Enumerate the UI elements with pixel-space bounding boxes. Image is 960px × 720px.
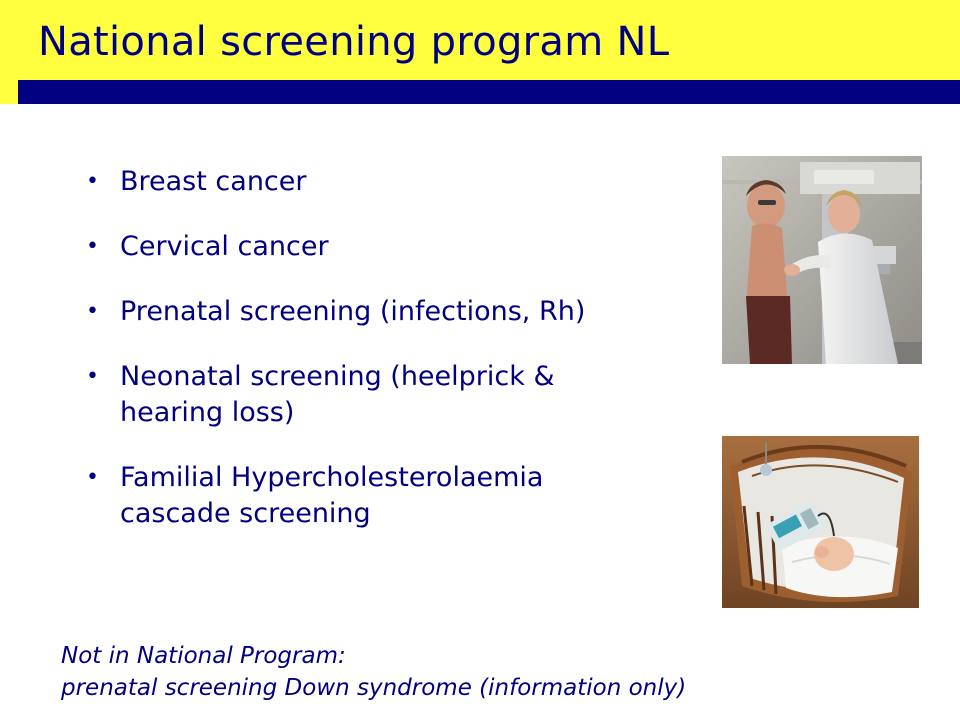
bullet-item-familial-hypercholesterolaemia: [86, 460, 686, 532]
newborn-hearing-screening-photo: [722, 436, 919, 608]
bullet-dot-icon: •: [86, 465, 99, 490]
bullet-dot-icon: •: [86, 364, 99, 389]
footnote-line-2: prenatal screening Down syndrome (information only): [61, 675, 687, 701]
bullet-text: Breast cancer: [120, 166, 307, 197]
header-rule-notch: [0, 80, 18, 104]
bullet-dot-icon: •: [86, 234, 99, 259]
slide-title: National screening program NL: [38, 19, 670, 65]
bullet-dot-icon: •: [86, 299, 99, 324]
bullet-text-continued: cascade screening: [120, 498, 371, 529]
header-rule: [0, 80, 960, 104]
footnote: [61, 640, 686, 704]
bullet-text: Neonatal screening (heelprick &: [120, 361, 555, 392]
bullet-text: Prenatal screening (infections, Rh): [120, 296, 586, 327]
bullet-text: Familial Hypercholesterolaemia: [120, 462, 544, 493]
bullet-text-continued: hearing loss): [120, 397, 295, 428]
bullet-text: Cervical cancer: [120, 231, 329, 262]
bullet-dot-icon: •: [86, 169, 99, 194]
bullet-item-cervical-cancer: [86, 229, 686, 265]
footnote-line-1: Not in National Program:: [61, 643, 346, 669]
mammography-photo: [722, 156, 922, 364]
title-bar: [0, 0, 960, 80]
bullet-item-neonatal: [86, 359, 686, 431]
bullet-list: [86, 164, 686, 561]
bullet-item-prenatal: [86, 294, 686, 330]
bullet-item-breast-cancer: [86, 164, 686, 200]
